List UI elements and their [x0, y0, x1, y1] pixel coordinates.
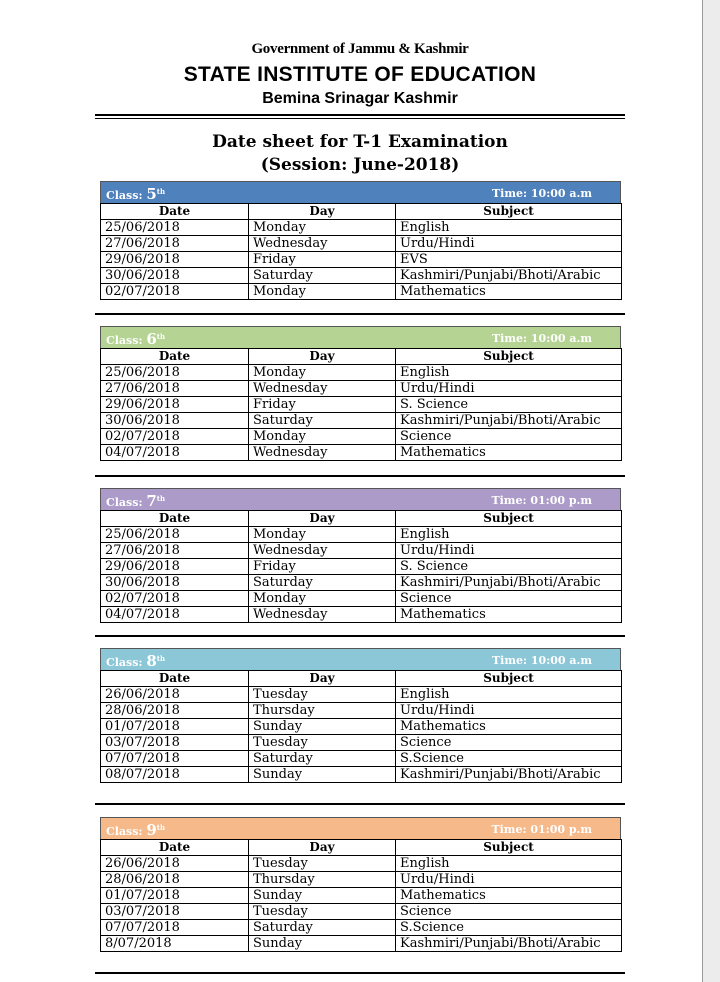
table-row	[101, 252, 622, 268]
subject-cell: Science	[396, 904, 622, 920]
date-cell: 01/07/2018	[101, 888, 249, 904]
class-label-text: Class:	[106, 825, 143, 838]
table-row	[101, 284, 622, 300]
day-cell: Monday	[249, 591, 396, 607]
day-cell: Sunday	[249, 936, 396, 952]
table-row	[101, 559, 622, 575]
day-cell: Monday	[249, 429, 396, 445]
date-cell: 30/06/2018	[101, 413, 249, 429]
date-cell: 28/06/2018	[101, 703, 249, 719]
table-row	[101, 920, 622, 936]
subject-cell: Mathematics	[396, 607, 622, 623]
day-cell: Wednesday	[249, 543, 396, 559]
table-row	[101, 527, 622, 543]
date-cell: 07/07/2018	[101, 751, 249, 767]
day-cell: Friday	[249, 559, 396, 575]
table-row	[101, 751, 622, 767]
date-cell: 8/07/2018	[101, 936, 249, 952]
location-heading: Bemina Srinagar Kashmir	[262, 90, 458, 107]
class-header-band	[100, 326, 621, 348]
table-row	[101, 220, 622, 236]
table-row	[101, 767, 622, 783]
class-suffix: th	[156, 332, 166, 341]
class-suffix: th	[156, 823, 166, 832]
date-cell: 29/06/2018	[101, 559, 249, 575]
day-cell: Tuesday	[249, 856, 396, 872]
date-cell: 29/06/2018	[101, 397, 249, 413]
day-cell: Monday	[249, 220, 396, 236]
section-divider	[95, 635, 625, 637]
day-cell: Monday	[249, 365, 396, 381]
day-cell: Saturday	[249, 413, 396, 429]
subject-column-header: Subject	[396, 671, 622, 687]
section-divider	[95, 475, 625, 477]
class-block-6	[100, 326, 621, 461]
class-suffix: th	[156, 494, 166, 503]
subject-cell: S.Science	[396, 920, 622, 936]
day-column-header: Day	[249, 840, 396, 856]
table-header-row	[101, 840, 622, 856]
header-rule	[95, 114, 625, 116]
subject-column-header: Subject	[396, 349, 622, 365]
day-cell: Wednesday	[249, 236, 396, 252]
day-cell: Wednesday	[249, 607, 396, 623]
section-divider	[95, 803, 625, 805]
date-cell: 27/06/2018	[101, 381, 249, 397]
class-block-9	[100, 817, 621, 952]
class-label	[106, 821, 165, 839]
date-cell: 28/06/2018	[101, 872, 249, 888]
subject-cell: Science	[396, 735, 622, 751]
date-cell: 26/06/2018	[101, 856, 249, 872]
subject-column-header: Subject	[396, 204, 622, 220]
subject-cell: S. Science	[396, 559, 622, 575]
class-number: 9	[146, 821, 157, 839]
schedule-table	[100, 670, 622, 783]
subject-cell: Science	[396, 429, 622, 445]
subject-cell: Urdu/Hindi	[396, 543, 622, 559]
date-cell: 29/06/2018	[101, 252, 249, 268]
day-cell: Tuesday	[249, 735, 396, 751]
day-cell: Sunday	[249, 888, 396, 904]
schedule-table	[100, 839, 622, 952]
subject-cell: Urdu/Hindi	[396, 381, 622, 397]
subject-column-header: Subject	[396, 511, 622, 527]
table-row	[101, 381, 622, 397]
table-row	[101, 607, 622, 623]
table-row	[101, 872, 622, 888]
subject-cell: English	[396, 365, 622, 381]
table-row	[101, 365, 622, 381]
table-row	[101, 719, 622, 735]
class-label	[106, 185, 165, 203]
date-cell: 02/07/2018	[101, 429, 249, 445]
session-title: (Session: June-2018)	[260, 155, 460, 175]
table-row	[101, 445, 622, 461]
class-number: 8	[146, 652, 157, 670]
table-row	[101, 268, 622, 284]
class-label-text: Class:	[106, 189, 143, 202]
day-cell: Thursday	[249, 703, 396, 719]
class-label-text: Class:	[106, 496, 143, 509]
table-row	[101, 936, 622, 952]
class-label-text: Class:	[106, 334, 143, 347]
date-cell: 25/06/2018	[101, 527, 249, 543]
class-number: 5	[146, 185, 157, 203]
subject-cell: English	[396, 220, 622, 236]
class-header-band	[100, 648, 621, 670]
class-number: 7	[146, 492, 157, 510]
day-cell: Friday	[249, 252, 396, 268]
subject-cell: English	[396, 527, 622, 543]
day-cell: Sunday	[249, 719, 396, 735]
table-row	[101, 397, 622, 413]
class-block-8	[100, 648, 621, 783]
table-row	[101, 703, 622, 719]
class-block-5	[100, 181, 621, 300]
class-suffix: th	[156, 187, 166, 196]
class-number: 6	[146, 330, 157, 348]
day-column-header: Day	[249, 204, 396, 220]
exam-time: Time: 10:00 a.m	[492, 654, 592, 667]
subject-cell: Kashmiri/Punjabi/Bhoti/Arabic	[396, 936, 622, 952]
date-cell: 03/07/2018	[101, 735, 249, 751]
day-cell: Monday	[249, 527, 396, 543]
date-cell: 07/07/2018	[101, 920, 249, 936]
date-cell: 02/07/2018	[101, 591, 249, 607]
subject-cell: Urdu/Hindi	[396, 703, 622, 719]
subject-cell: Mathematics	[396, 445, 622, 461]
date-cell: 25/06/2018	[101, 365, 249, 381]
class-header-band	[100, 181, 621, 203]
table-row	[101, 236, 622, 252]
date-cell: 02/07/2018	[101, 284, 249, 300]
date-cell: 04/07/2018	[101, 607, 249, 623]
table-row	[101, 856, 622, 872]
date-column-header: Date	[101, 204, 249, 220]
day-cell: Tuesday	[249, 904, 396, 920]
day-cell: Friday	[249, 397, 396, 413]
table-row	[101, 429, 622, 445]
schedule-table	[100, 348, 622, 461]
date-cell: 30/06/2018	[101, 575, 249, 591]
subject-cell: Kashmiri/Punjabi/Bhoti/Arabic	[396, 767, 622, 783]
header-rule-thin	[95, 118, 625, 119]
day-cell: Wednesday	[249, 381, 396, 397]
table-row	[101, 904, 622, 920]
date-cell: 01/07/2018	[101, 719, 249, 735]
subject-cell: Kashmiri/Punjabi/Bhoti/Arabic	[396, 575, 622, 591]
subject-cell: Urdu/Hindi	[396, 872, 622, 888]
table-row	[101, 543, 622, 559]
table-row	[101, 687, 622, 703]
exam-time: Time: 10:00 a.m	[492, 332, 592, 345]
government-heading: Government of Jammu & Kashmir	[251, 41, 469, 57]
date-cell: 26/06/2018	[101, 687, 249, 703]
exam-time: Time: 01:00 p.m	[491, 823, 592, 836]
table-header-row	[101, 349, 622, 365]
subject-cell: Science	[396, 591, 622, 607]
class-label	[106, 492, 165, 510]
datesheet-title: Date sheet for T-1 Examination	[212, 132, 508, 152]
class-label-text: Class:	[106, 656, 143, 669]
subject-cell: S. Science	[396, 397, 622, 413]
day-cell: Saturday	[249, 751, 396, 767]
day-cell: Saturday	[249, 920, 396, 936]
date-cell: 27/06/2018	[101, 236, 249, 252]
date-cell: 25/06/2018	[101, 220, 249, 236]
table-header-row	[101, 511, 622, 527]
subject-cell: S.Science	[396, 751, 622, 767]
date-column-header: Date	[101, 840, 249, 856]
day-cell: Saturday	[249, 268, 396, 284]
subject-cell: English	[396, 687, 622, 703]
class-block-7	[100, 488, 621, 623]
date-column-header: Date	[101, 511, 249, 527]
subject-cell: Urdu/Hindi	[396, 236, 622, 252]
date-column-header: Date	[101, 671, 249, 687]
exam-time: Time: 01:00 p.m	[491, 494, 592, 507]
section-divider	[95, 313, 625, 315]
class-suffix: th	[156, 654, 166, 663]
table-header-row	[101, 671, 622, 687]
table-row	[101, 575, 622, 591]
subject-cell: Mathematics	[396, 284, 622, 300]
class-header-band	[100, 488, 621, 510]
table-row	[101, 413, 622, 429]
date-cell: 27/06/2018	[101, 543, 249, 559]
date-cell: 08/07/2018	[101, 767, 249, 783]
subject-cell: EVS	[396, 252, 622, 268]
class-label	[106, 330, 165, 348]
day-cell: Monday	[249, 284, 396, 300]
table-row	[101, 888, 622, 904]
class-label	[106, 652, 165, 670]
schedule-table	[100, 203, 622, 300]
subject-cell: Kashmiri/Punjabi/Bhoti/Arabic	[396, 268, 622, 284]
day-cell: Tuesday	[249, 687, 396, 703]
date-cell: 03/07/2018	[101, 904, 249, 920]
date-cell: 30/06/2018	[101, 268, 249, 284]
table-header-row	[101, 204, 622, 220]
institute-heading: STATE INSTITUTE OF EDUCATION	[183, 63, 537, 86]
class-header-band	[100, 817, 621, 839]
day-cell: Saturday	[249, 575, 396, 591]
schedule-table	[100, 510, 622, 623]
subject-cell: Mathematics	[396, 719, 622, 735]
exam-time: Time: 10:00 a.m	[492, 187, 592, 200]
date-column-header: Date	[101, 349, 249, 365]
section-divider	[95, 972, 625, 974]
day-column-header: Day	[249, 511, 396, 527]
date-cell: 04/07/2018	[101, 445, 249, 461]
day-cell: Wednesday	[249, 445, 396, 461]
day-cell: Thursday	[249, 872, 396, 888]
subject-column-header: Subject	[396, 840, 622, 856]
day-column-header: Day	[249, 349, 396, 365]
table-row	[101, 591, 622, 607]
subject-cell: Mathematics	[396, 888, 622, 904]
subject-cell: Kashmiri/Punjabi/Bhoti/Arabic	[396, 413, 622, 429]
table-row	[101, 735, 622, 751]
subject-cell: English	[396, 856, 622, 872]
day-column-header: Day	[249, 671, 396, 687]
day-cell: Sunday	[249, 767, 396, 783]
